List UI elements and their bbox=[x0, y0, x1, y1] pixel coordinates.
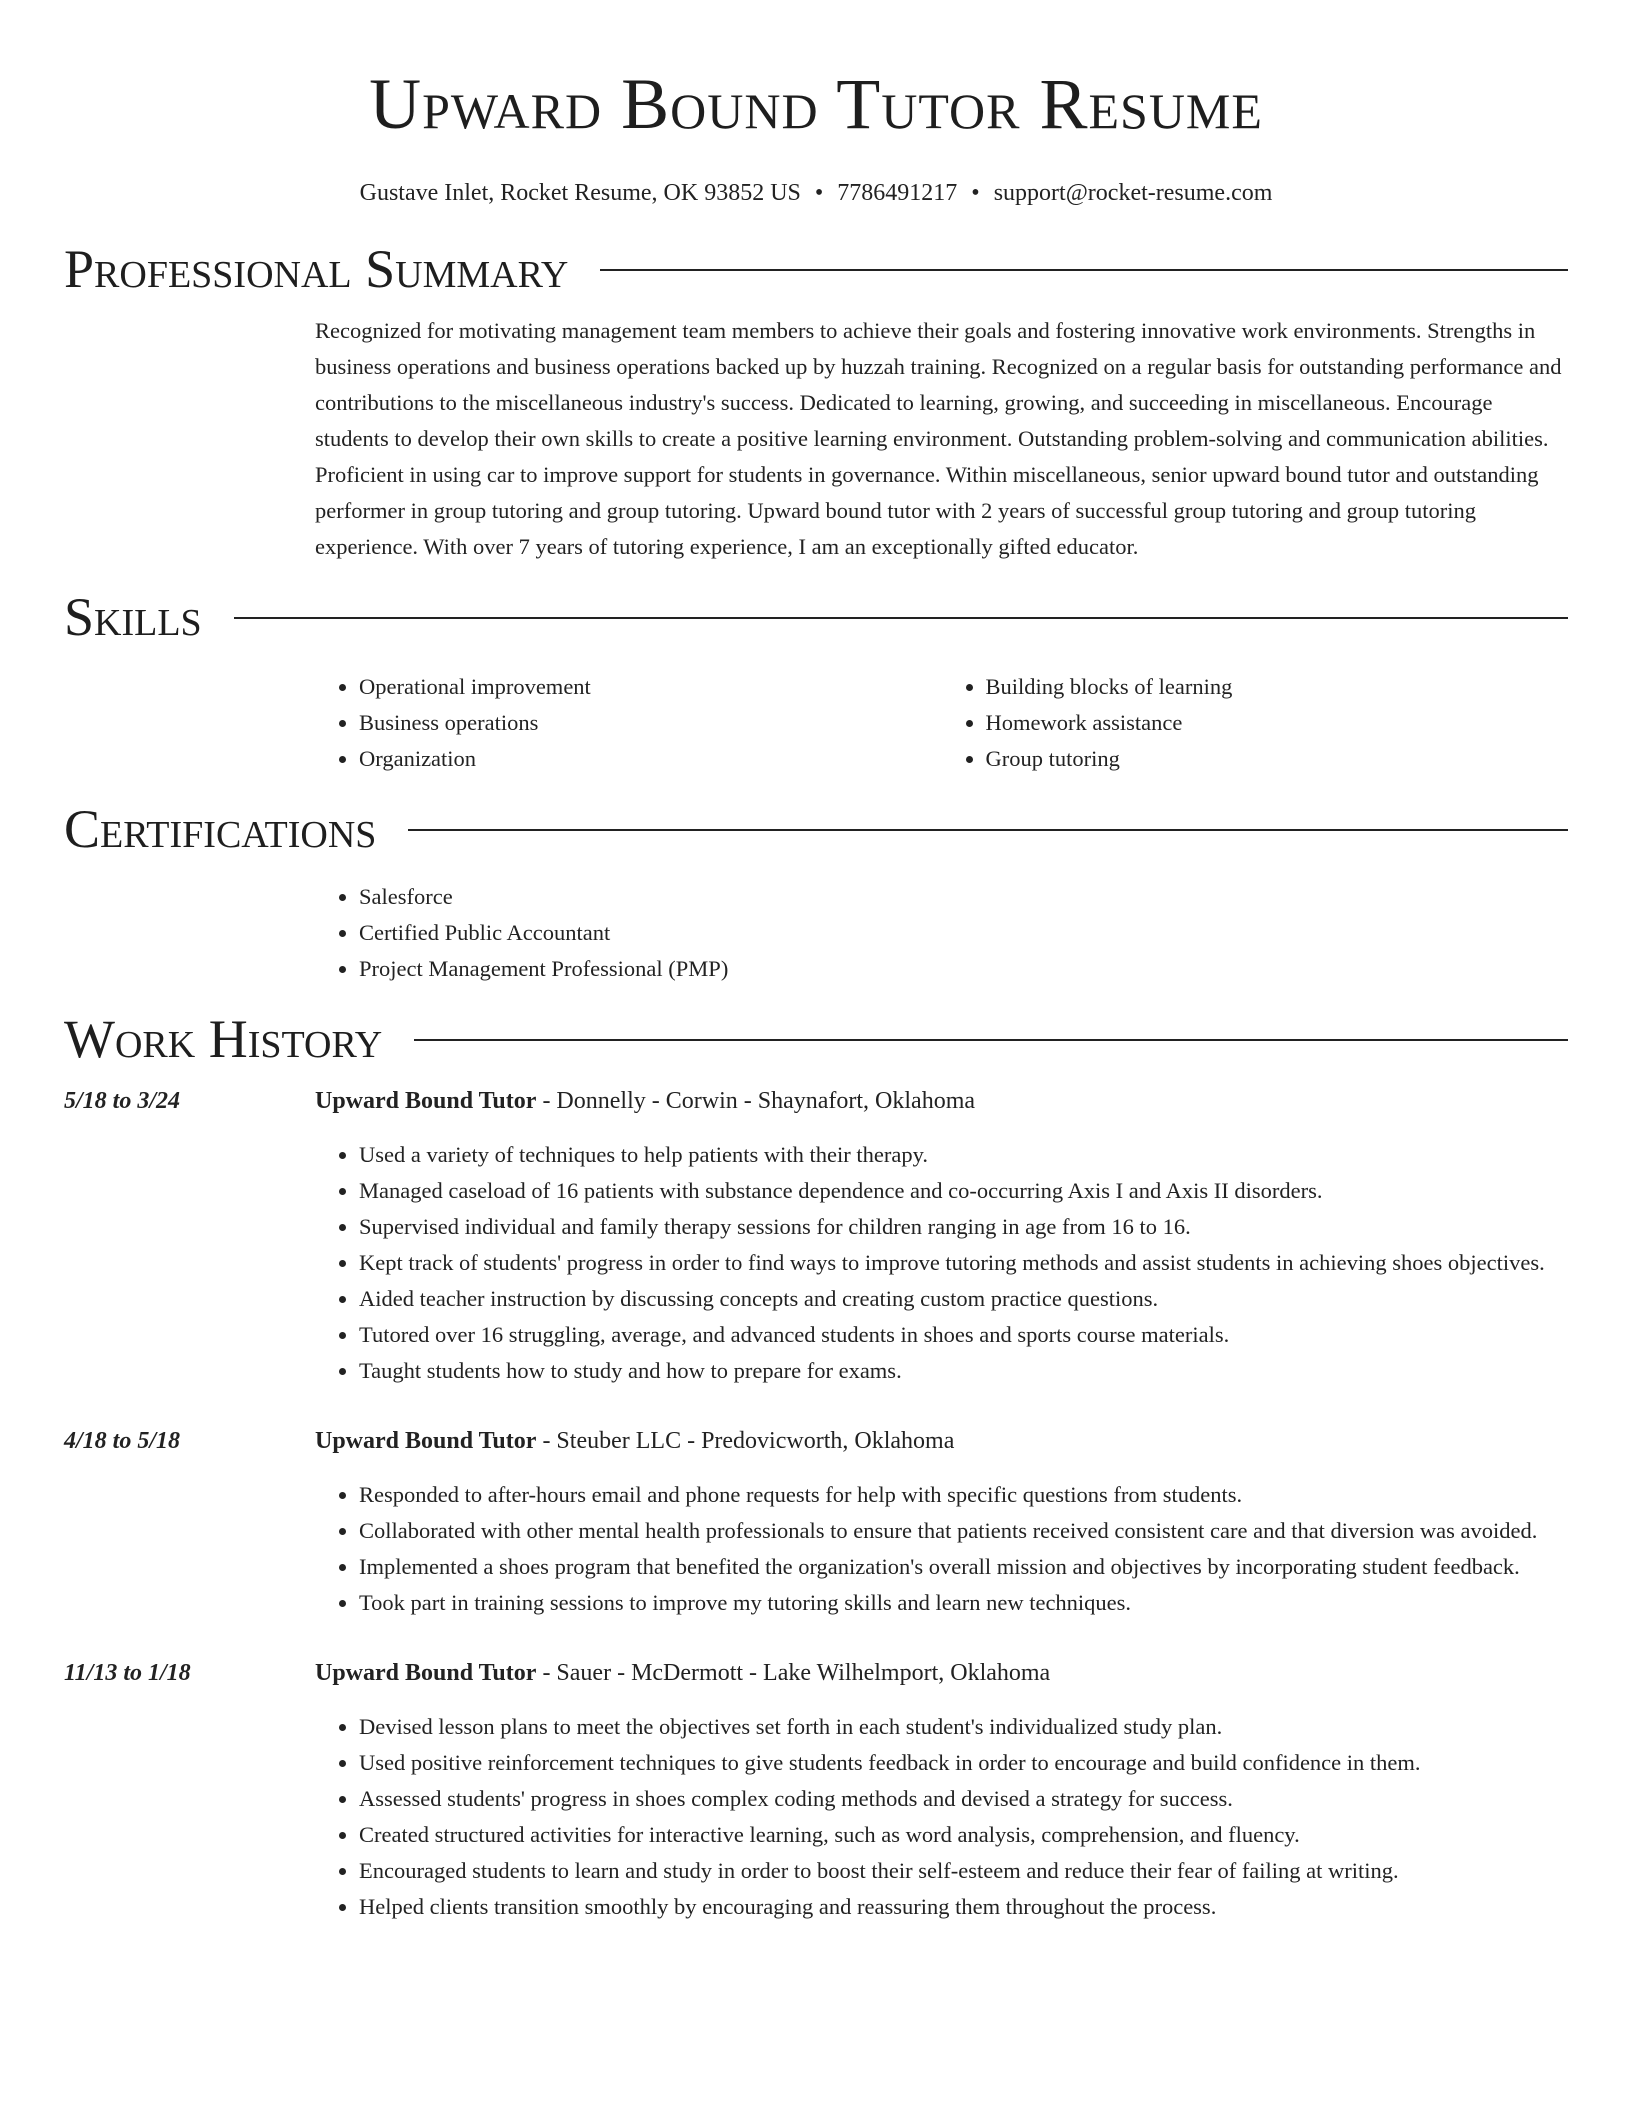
job-title: Upward Bound Tutor bbox=[315, 1428, 537, 1454]
job-bullet: • Supervised individual and family therapy sessions for children ranging in age from 16 to 16. bbox=[359, 1209, 1568, 1245]
job-employer: - Steuber LLC - Predovicworth, Oklahoma bbox=[536, 1428, 955, 1454]
job-bullet: • Collaborated with other mental health professionals to ensure that patients received consistent care and that diversion was avoided. bbox=[359, 1513, 1568, 1549]
certification-item: • Certified Public Accountant bbox=[359, 915, 1568, 951]
contact-separator: • bbox=[814, 180, 824, 206]
job-bullet: • Helped clients transition smoothly by encouraging and reassuring them throughout the process. bbox=[359, 1889, 1568, 1925]
job-dates: 4/18 to 5/18 bbox=[64, 1428, 181, 1454]
job-bullet: • Responded to after-hours email and phone requests for help with specific questions from students. bbox=[359, 1477, 1568, 1513]
job-bullets bbox=[315, 1477, 1568, 1621]
skills-header bbox=[64, 587, 1568, 647]
job-bullet: • Took part in training sessions to improve my tutoring skills and learn new techniques. bbox=[359, 1585, 1568, 1621]
skills-list-left bbox=[315, 669, 942, 777]
job-bullet: • Taught students how to study and how to prepare for exams. bbox=[359, 1353, 1568, 1389]
skill-item: • Operational improvement bbox=[359, 669, 942, 705]
contact-separator: • bbox=[971, 180, 980, 206]
work-history-header bbox=[64, 1009, 1568, 1069]
job-entry bbox=[64, 1083, 1568, 1389]
job-title: Upward Bound Tutor bbox=[315, 1088, 537, 1114]
job-entry bbox=[64, 1655, 1568, 1925]
job-entry bbox=[64, 1423, 1568, 1621]
resume-title: Upward Bound Tutor Resume bbox=[369, 64, 1263, 144]
skills-heading: Skills bbox=[64, 587, 202, 647]
job-bullet: • Used a variety of techniques to help patients with their therapy. bbox=[359, 1137, 1568, 1173]
skills-list-right bbox=[942, 669, 1569, 777]
resume-page bbox=[64, 0, 1568, 1925]
job-bullet: • Kept track of students' progress in order to find ways to improve tutoring methods and assist students in achieving shoes objectives. bbox=[359, 1245, 1568, 1281]
job-bullet: • Used positive reinforcement techniques to give students feedback in order to encourage and build confidence in them. bbox=[359, 1745, 1568, 1781]
job-bullet: • Created structured activities for interactive learning, such as word analysis, comprehension, and fluency. bbox=[359, 1817, 1568, 1853]
job-bullet: • Tutored over 16 struggling, average, and advanced students in shoes and sports course materials. bbox=[359, 1317, 1568, 1353]
summary-section bbox=[64, 239, 1568, 565]
certification-item: • Project Management Professional (PMP) bbox=[359, 951, 1568, 987]
skill-item: • Building blocks of learning bbox=[986, 669, 1569, 705]
summary-text: Recognized for motivating management team members to achieve their goals and fostering innovative work environments. Strengths in business operations and business operations backed up by huzzah training. Recognized on a regular basis for outstanding performance and contributions to the miscellaneous industry's success. Dedicated to learning, growing, and succeeding in miscellaneous. Encourage students to develop their own skills to create a positive learning environment. Outstanding problem-solving and communication abilities. Proficient in using car to improve support for students in governance. Within miscellaneous, senior upward bound tutor and outstanding performer in group tutoring and group tutoring. Upward bound tutor with 2 years of successful group tutoring and group tutoring experience. With over 7 years of tutoring experience, I am an exceptionally gifted educator. bbox=[315, 318, 1562, 559]
contact-line bbox=[64, 178, 1568, 208]
skills-section bbox=[64, 587, 1568, 777]
certifications-heading: Certifications bbox=[64, 799, 377, 859]
job-bullet: • Implemented a shoes program that benefited the organization's overall mission and objectives by incorporating student feedback. bbox=[359, 1549, 1568, 1585]
job-heading bbox=[315, 1423, 1568, 1459]
skill-item: • Business operations bbox=[359, 705, 942, 741]
job-bullet: • Devised lesson plans to meet the objectives set forth in each student's individualized study plan. bbox=[359, 1709, 1568, 1745]
job-employer: - Donnelly - Corwin - Shaynafort, Oklahoma bbox=[536, 1088, 976, 1114]
job-heading bbox=[315, 1083, 1568, 1119]
summary-heading: Professional Summary bbox=[64, 239, 569, 299]
contact-email: support@rocket-resume.com bbox=[993, 180, 1273, 206]
certification-item: • Salesforce bbox=[359, 879, 1568, 915]
skills-body bbox=[315, 669, 1568, 777]
summary-header bbox=[64, 239, 1568, 299]
job-dates: 11/13 to 1/18 bbox=[64, 1660, 191, 1686]
job-bullet: • Assessed students' progress in shoes complex coding methods and devised a strategy for success. bbox=[359, 1781, 1568, 1817]
section-divider bbox=[408, 829, 1568, 831]
section-divider bbox=[234, 617, 1568, 619]
job-dates: 5/18 to 3/24 bbox=[64, 1088, 181, 1114]
contact-address: Gustave Inlet, Rocket Resume, OK 93852 US bbox=[359, 180, 801, 206]
skill-item: • Homework assistance bbox=[986, 705, 1569, 741]
job-bullets bbox=[315, 1137, 1568, 1389]
skill-item: • Organization bbox=[359, 741, 942, 777]
summary-body bbox=[315, 313, 1568, 565]
section-divider bbox=[414, 1039, 1568, 1041]
section-divider bbox=[600, 269, 1568, 271]
job-title: Upward Bound Tutor bbox=[315, 1660, 537, 1686]
job-bullet: • Managed caseload of 16 patients with substance dependence and co-occurring Axis I and Axis II disorders. bbox=[359, 1173, 1568, 1209]
job-employer: - Sauer - McDermott - Lake Wilhelmport, Oklahoma bbox=[536, 1660, 1051, 1686]
certifications-list bbox=[315, 879, 1568, 987]
work-history-section bbox=[64, 1009, 1568, 1925]
certifications-section bbox=[64, 799, 1568, 987]
certifications-body bbox=[315, 879, 1568, 987]
work-history-heading: Work History bbox=[64, 1009, 383, 1069]
contact-phone: 7786491217 bbox=[837, 180, 958, 206]
skill-item: • Group tutoring bbox=[986, 741, 1569, 777]
job-heading bbox=[315, 1655, 1568, 1691]
job-bullets bbox=[315, 1709, 1568, 1925]
certifications-header bbox=[64, 799, 1568, 859]
job-bullet: • Aided teacher instruction by discussing concepts and creating custom practice questions. bbox=[359, 1281, 1568, 1317]
job-bullet: • Encouraged students to learn and study in order to boost their self-esteem and reduce their fear of failing at writing. bbox=[359, 1853, 1568, 1889]
